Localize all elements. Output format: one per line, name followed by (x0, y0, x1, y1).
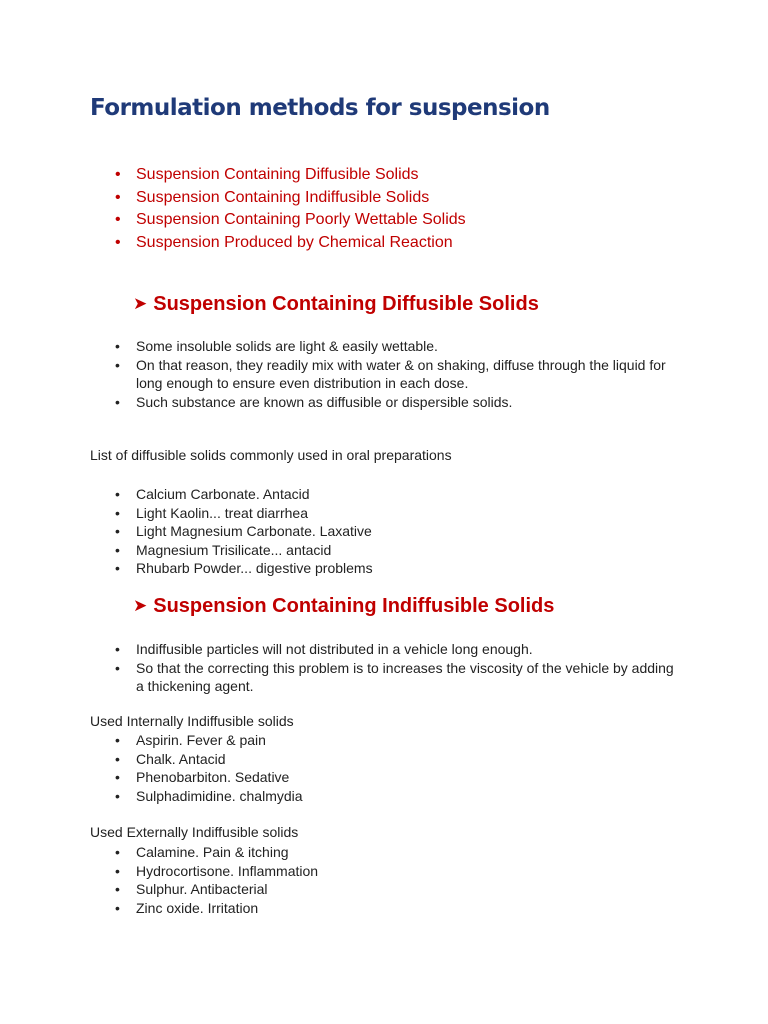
list-item: • Aspirin. Fever & pain (115, 731, 675, 750)
list-item: • Hydrocortisone. Inflammation (115, 862, 675, 881)
page-title: Formulation methods for suspension (90, 95, 550, 121)
list-item: • Calcium Carbonate. Antacid (115, 485, 675, 504)
list-item: • Suspension Containing Poorly Wettable Solids (115, 209, 466, 232)
diffusible-description-list (115, 337, 675, 411)
arrowhead-icon: ➤ (133, 294, 148, 313)
list-item: • Light Kaolin... treat diarrhea (115, 504, 675, 523)
list-item: • Calamine. Pain & itching (115, 843, 675, 862)
list-item: • So that the correcting this problem is to increases the viscosity of the vehicle by adding a thickening agent. (115, 659, 675, 696)
diffusible-solids-list (115, 485, 675, 578)
arrowhead-icon: ➤ (133, 596, 148, 615)
list-item: • Sulphadimidine. chalmydia (115, 787, 675, 806)
internal-solids-list (115, 731, 675, 805)
list-item: • Sulphur. Antibacterial (115, 880, 675, 899)
list-item: • Such substance are known as diffusible or dispersible solids. (115, 393, 675, 412)
contents-list (115, 164, 466, 254)
list-item: • Suspension Containing Indiffusible Solids (115, 187, 466, 210)
list-item: • Some insoluble solids are light & easily wettable. (115, 337, 675, 356)
list-item: • Light Magnesium Carbonate. Laxative (115, 522, 675, 541)
list-item: • Suspension Produced by Chemical Reaction (115, 232, 466, 255)
list-item: • Rhubarb Powder... digestive problems (115, 559, 675, 578)
list-item: • On that reason, they readily mix with water & on shaking, diffuse through the liquid for long enough to ensure even distribution in each dose. (115, 356, 675, 393)
section-heading-indiffusible (133, 595, 554, 618)
section-heading-text: Suspension Containing Indiffusible Solids (153, 595, 555, 617)
diffusible-list-intro: List of diffusible solids commonly used in oral preparations (90, 447, 452, 463)
section-heading-diffusible (133, 293, 539, 316)
section-heading-text: Suspension Containing Diffusible Solids (153, 293, 539, 315)
list-item: • Chalk. Antacid (115, 750, 675, 769)
external-list-intro: Used Externally Indiffusible solids (90, 824, 299, 840)
list-item: • Magnesium Trisilicate... antacid (115, 541, 675, 560)
list-item: • Zinc oxide. Irritation (115, 899, 675, 918)
list-item: • Indiffusible particles will not distributed in a vehicle long enough. (115, 640, 675, 659)
list-item: • Suspension Containing Diffusible Solids (115, 164, 466, 187)
internal-list-intro: Used Internally Indiffusible solids (90, 713, 294, 729)
indiffusible-description-list (115, 640, 675, 696)
external-solids-list (115, 843, 675, 917)
list-item: • Phenobarbiton. Sedative (115, 768, 675, 787)
